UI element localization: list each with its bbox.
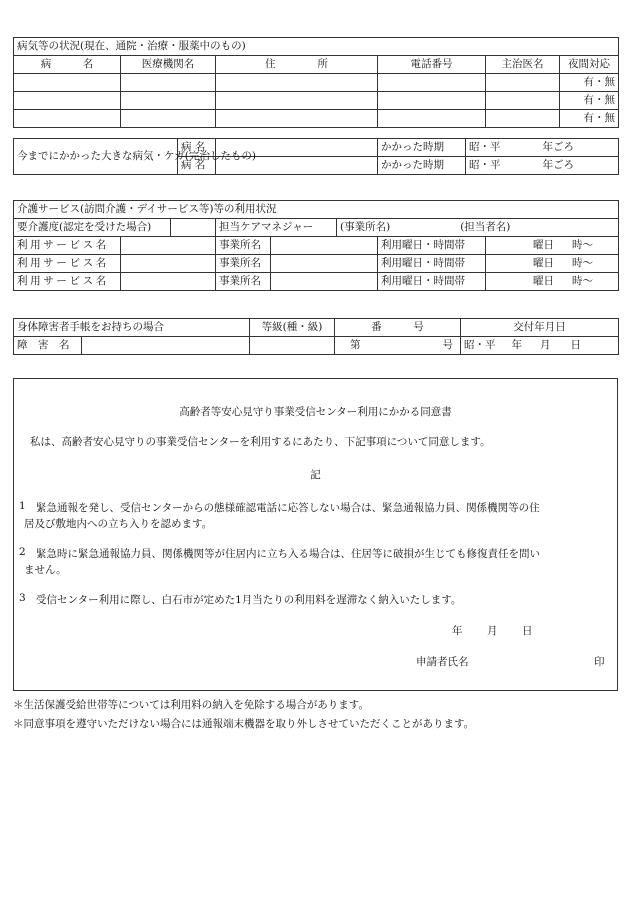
header-doctor: 主治医名 [486,56,560,74]
disability-name-input[interactable] [82,337,250,355]
input-cell[interactable] [216,74,378,92]
grade-label: 等級(種・級) [250,319,335,337]
seal-mark: 印 [594,656,605,668]
night-option[interactable]: 有・無 [560,74,619,92]
item-number: 2 [19,546,26,558]
input-cell[interactable] [121,74,216,92]
care-level-input[interactable] [171,219,216,237]
period-label: かかった時期 [378,157,466,175]
date-day: 日 [522,625,533,637]
service-label: 利用サービス名 [14,255,121,273]
header-address: 住 所 [216,56,378,74]
issue-date-label: 交付年月日 [461,319,619,337]
time-label: 利用曜日・時間帯 [378,237,486,255]
disability-table [13,318,619,355]
table-row [14,139,619,157]
consent-title: 高齢者等安心見守り事業受信センター利用にかかる同意書 [179,406,452,418]
table-row [14,110,619,128]
item-text: 受信センター利用に際し、白石市が定めた1月当たりの利用料を遅滞なく納入いたします。 [36,594,462,606]
input-cell[interactable] [14,110,121,128]
care-level-label: 要介護度(認定を受けた場合) [14,219,171,237]
period-cell[interactable]: 昭・平 年ごろ [466,157,619,175]
past-illness-label: 今までにかかった大きな病気・ケガ(完治したもの) [14,139,178,175]
table-row [14,219,619,237]
input-cell[interactable] [121,273,216,291]
time-cell[interactable]: 曜日 時～ [486,273,619,291]
service-label: 利用サービス名 [14,237,121,255]
number-label: 番 号 [335,319,461,337]
input-cell[interactable] [121,92,216,110]
input-cell[interactable] [216,92,378,110]
number-input[interactable]: 第 号 [335,337,461,355]
night-option[interactable]: 有・無 [560,92,619,110]
header-phone: 電話番号 [378,56,486,74]
past-name-label: 病 名 [178,157,216,175]
current-illness-table [13,37,619,128]
input-cell[interactable] [121,110,216,128]
table-row [14,92,619,110]
input-cell[interactable] [14,92,121,110]
input-cell[interactable] [486,110,560,128]
table-row [14,255,619,273]
note-exemption: ＊生活保護受給世帯等については利用料の納入を免除する場合があります。 [13,699,369,711]
care-manager-label: 担当ケアマネジャー [216,219,337,237]
date-month: 月 [487,625,498,637]
time-cell[interactable]: 曜日 時～ [486,255,619,273]
consent-box [13,378,618,691]
consent-ki: 記 [310,469,321,481]
header-illness-name: 病 名 [14,56,121,74]
time-label: 利用曜日・時間帯 [378,255,486,273]
input-cell[interactable] [378,74,486,92]
period-label: かかった時期 [378,139,466,157]
item-text: 居及び敷地内への立ち入りを認めます。 [24,518,213,530]
care-manager-input[interactable]: (事業所名) (担当者名) [337,219,619,237]
care-services-table [13,200,619,291]
table-row [14,319,619,337]
grade-input[interactable] [250,337,335,355]
period-cell[interactable]: 昭・平 年ごろ [466,139,619,157]
table-row [14,337,619,355]
section-title: 病気等の状況(現在、通院・治療・服薬中のもの) [14,38,619,56]
input-cell[interactable] [486,92,560,110]
item-number: 1 [19,500,26,512]
item-number: 3 [19,592,26,604]
header-hospital: 医療機関名 [121,56,216,74]
consent-intro: 私は、高齢者安心見守りの事業受信センターを利用するにあたり、下記事項について同意します。 [30,436,491,448]
input-cell[interactable] [271,255,378,273]
header-night: 夜間対応 [560,56,619,74]
disability-title: 身体障害者手帳をお持ちの場合 [14,319,250,337]
input-cell[interactable] [378,110,486,128]
input-cell[interactable] [14,74,121,92]
applicant-label: 申請者氏名 [416,656,469,668]
date-year: 年 [452,625,463,637]
item-text: 緊急時に緊急通報協力員、関係機関等が住居内に立ち入る場合は、住居等に破損が生じても修復責任を問い [36,548,540,560]
service-label: 利用サービス名 [14,273,121,291]
input-cell[interactable] [271,237,378,255]
night-option[interactable]: 有・無 [560,110,619,128]
time-cell[interactable]: 曜日 時～ [486,237,619,255]
time-label: 利用曜日・時間帯 [378,273,486,291]
input-cell[interactable] [121,237,216,255]
input-cell[interactable] [216,110,378,128]
input-cell[interactable] [121,255,216,273]
note-removal: ＊同意事項を遵守いただけない場合には通報端末機器を取り外しさせていただくことがあります。 [13,718,475,730]
table-row [14,74,619,92]
office-label: 事業所名 [216,273,271,291]
disability-name-label: 障 害 名 [14,337,82,355]
office-label: 事業所名 [216,255,271,273]
issue-date-input[interactable]: 昭・平 年 月 日 [461,337,619,355]
input-cell[interactable] [486,74,560,92]
input-cell[interactable] [271,273,378,291]
past-illness-table [13,138,619,175]
past-name-label: 病 名 [178,139,216,157]
item-text: ません。 [24,564,67,576]
office-label: 事業所名 [216,237,271,255]
item-text: 緊急通報を発し、受信センターからの態様確認電話に応答しない場合は、緊急通報協力員、関係機関等の住 [36,502,540,514]
section-title: 介護サービス(訪問介護・デイサービス等)等の利用状況 [14,201,619,219]
table-row [14,273,619,291]
table-row [14,237,619,255]
input-cell[interactable] [378,92,486,110]
